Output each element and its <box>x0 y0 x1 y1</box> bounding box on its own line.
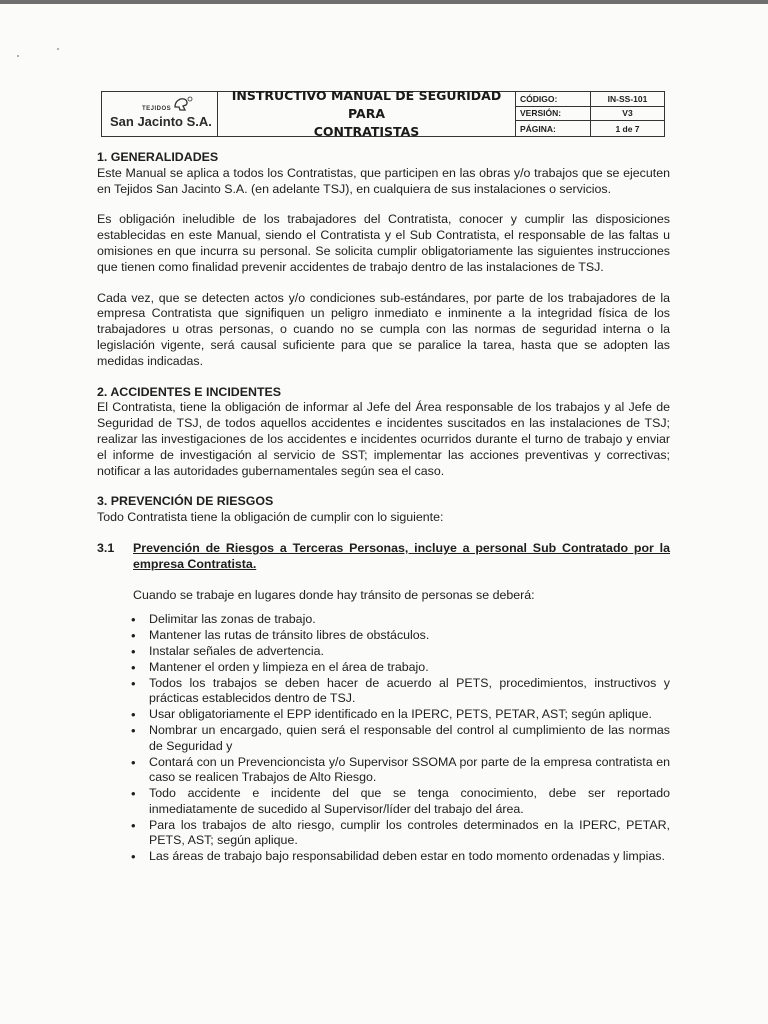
pagina-label: PÁGINA: <box>516 121 591 136</box>
list-item: • Usar obligatoriamente el EPP identificado en la IPERC, PETS, PETAR, AST; según aplique. <box>149 707 670 723</box>
section-1-paragraph-2: Es obligación ineludible de los trabajadores del Contratista, conocer y cumplir las disposiciones establecidas en este Manual, siendo el Contratista y el Sub Contratista, el responsable de las faltas u omisiones en que incurra su personal. Se solicita cumplir obligatoriamente las siguientes instrucciones que tienen como finalidad prevenir accidentes de trabajo dentro de las instalaciones de TSJ. <box>97 212 670 274</box>
section-1-heading: 1. GENERALIDADES <box>97 150 219 164</box>
section-1-paragraph-3: Cada vez, que se detecten actos y/o condiciones sub-estándares, por parte de los trabajadores de la empresa Contratista que signifiquen un peligro inmediato e inminente a la integridad física de los trabajadores u otras personas, o cuando no se cumpla con las normas de seguridad interna o la legislación vigente, será causal suficiente para que se paralice la tarea, hasta que se adopten las medidas indicadas. <box>97 290 670 368</box>
list-item: • Mantener las rutas de tránsito libres de obstáculos. <box>149 628 670 644</box>
list-item: • Contará con un Prevencioncista y/o Supervisor SSOMA por parte de la empresa contratista en caso se realicen Trabajos de Alto Riesgo. <box>149 755 670 787</box>
logo-company-name: San Jacinto S.A. <box>110 114 212 129</box>
document-title <box>218 88 516 139</box>
list-item: • Las áreas de trabajo bajo responsabilidad deben estar en todo momento ordenadas y limpias. <box>149 849 670 865</box>
scan-speck <box>57 48 59 50</box>
list-item: • Mantener el orden y limpieza en el área de trabajo. <box>149 660 670 676</box>
codigo-label: CÓDIGO: <box>516 92 591 107</box>
list-item: • Instalar señales de advertencia. <box>149 644 670 660</box>
list-item: • Todos los trabajos se deben hacer de acuerdo al PETS, procedimientos, instructivos y prácticas establecidos dentro de TSJ. <box>149 676 670 708</box>
pagina-value: 1 de 7 <box>615 123 640 134</box>
list-item: • Todo accidente e incidente del que se tenga conocimiento, debe ser reportado inmediatamente de sucedido al Supervisor/líder del trabajo del área. <box>149 786 670 818</box>
list-item: • Nombrar un encargado, quien será el responsable del control al cumplimiento de las normas de Seguridad y <box>149 723 670 755</box>
title-line-2: CONTRATISTAS <box>313 124 420 139</box>
codigo-value: IN-SS-101 <box>591 92 664 107</box>
document-body <box>97 150 670 865</box>
list-item: • Para los trabajos de alto riesgo, cumplir los controles determinados en la IPERC, PETAR, PETS, AST; según aplique. <box>149 818 670 850</box>
list-item: • Delimitar las zonas de trabajo. <box>149 612 670 628</box>
requirements-list <box>97 612 670 865</box>
version-label: VERSIÓN: <box>516 107 591 122</box>
logo-small-text: TEJIDOS <box>142 106 172 112</box>
document-header <box>101 88 665 139</box>
section-3-heading: 3. PREVENCIÓN DE RIESGOS <box>97 494 274 509</box>
subsection-title: Prevención de Riesgos a Terceras Personas, incluye a personal Sub Contratado por la empresa Contratista. <box>133 540 670 571</box>
section-2-paragraph-1: El Contratista, tiene la obligación de informar al Jefe del Área responsable de los trabajos y al Jefe de Seguridad de TSJ, de todos aquellos accidentes e incidentes suscitados en las instalaciones de TSJ; realizar las investigaciones de los accidentes e incidentes ocurridos durante el turno de trabajo y enviar el informe de investigación al servicio de SST; implementar las acciones preventivas y correctivas; notificar a las autoridades gubernamentales según sea el caso. <box>97 400 670 478</box>
version-value: V3 <box>591 107 664 122</box>
company-logo <box>102 92 218 136</box>
section-3-paragraph-1: Todo Contratista tiene la obligación de cumplir con lo siguiente: <box>97 510 444 525</box>
subsection-number: 3.1 <box>97 540 115 555</box>
title-line-1: INSTRUCTIVO MANUAL DE SEGURIDAD PARA <box>231 88 502 121</box>
document-meta-table <box>516 92 664 136</box>
subsection-intro: Cuando se trabaje en lugares donde hay tránsito de personas se deberá: <box>133 587 535 602</box>
section-1-paragraph-1: Este Manual se aplica a todos los Contratistas, que participen en las obras y/o trabajos que se ejecuten en Tejidos San Jacinto S.A. (en adelante TSJ), en cualquiera de sus instalaciones o servicios. <box>97 165 670 196</box>
scan-top-border <box>0 0 768 4</box>
scan-speck <box>17 55 19 57</box>
subsection-3-1-heading <box>97 541 670 573</box>
section-2-heading: 2. ACCIDENTES E INCIDENTES <box>97 384 282 399</box>
logo-mark-icon <box>171 95 195 113</box>
